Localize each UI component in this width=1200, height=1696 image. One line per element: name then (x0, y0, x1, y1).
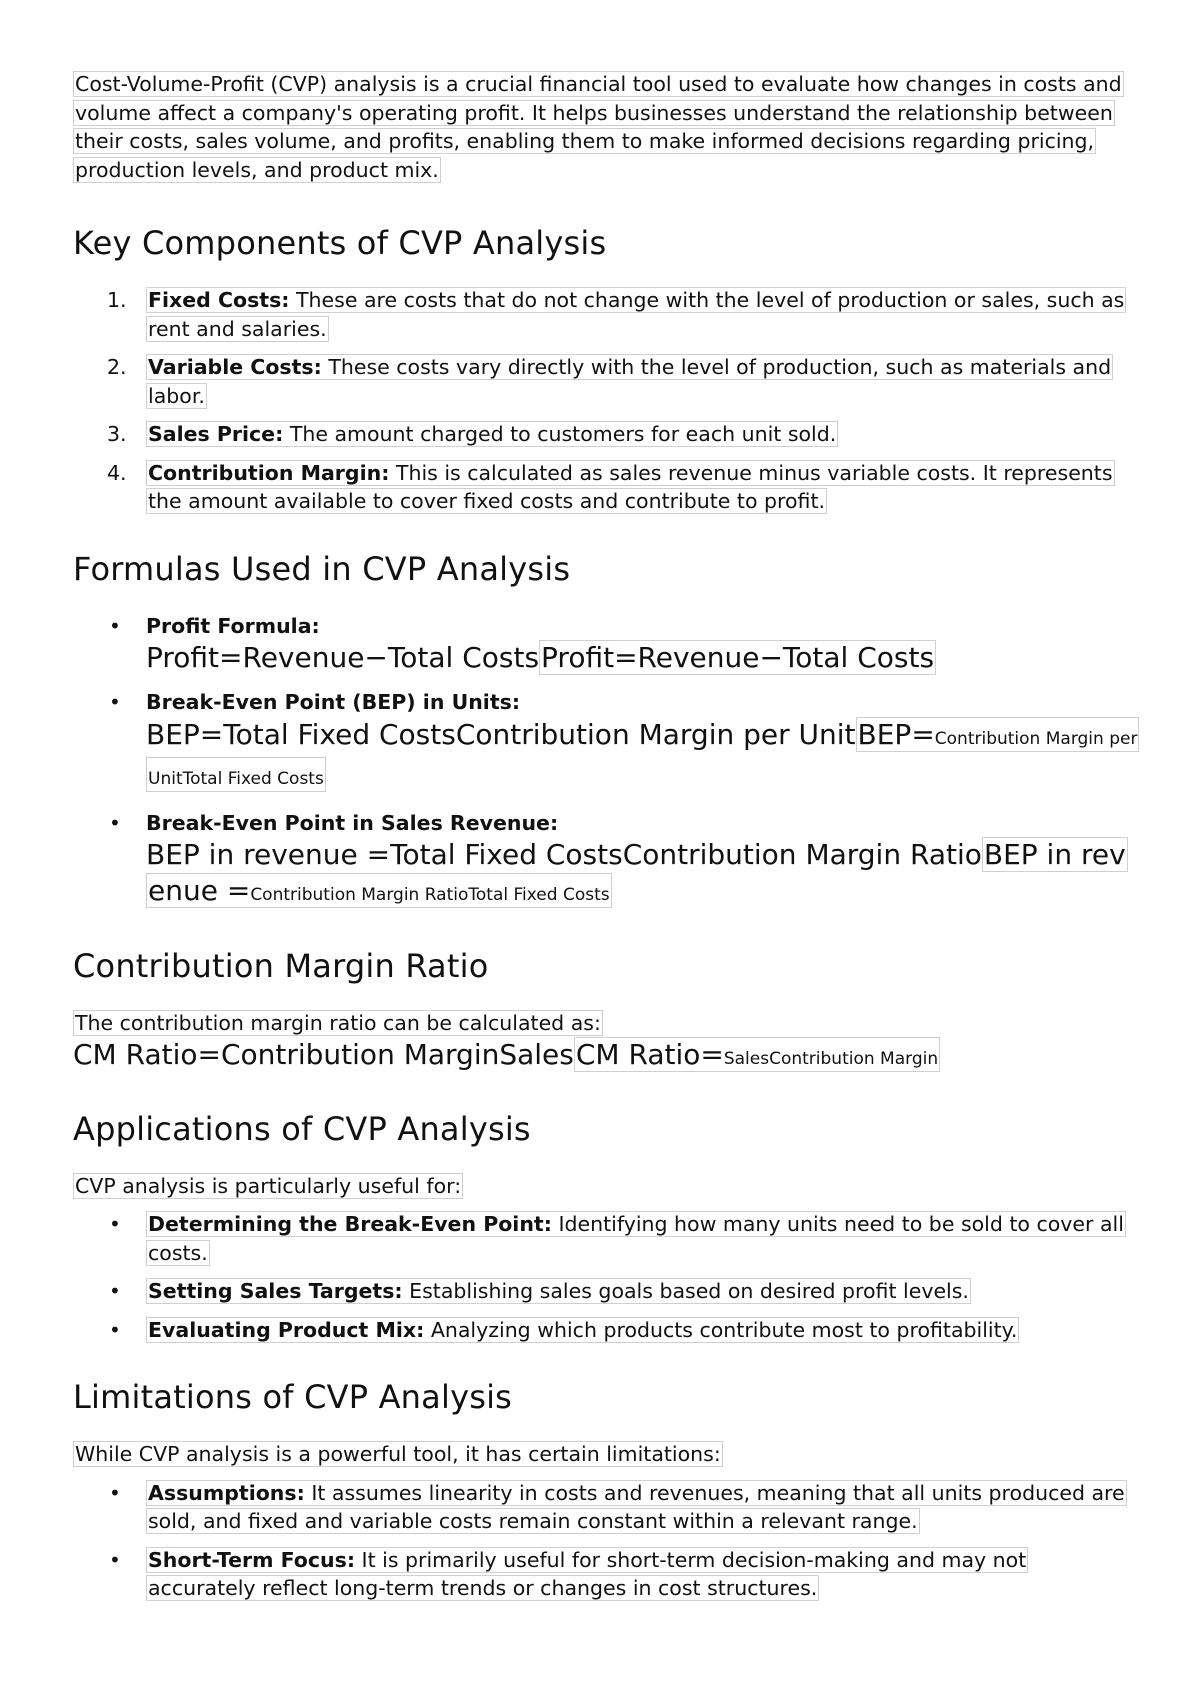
cm-ratio-heading: Contribution Margin Ratio (73, 947, 489, 985)
description: Establishing sales goals based on desired profit levels. (402, 1279, 969, 1303)
bullet-icon: • (109, 1279, 121, 1303)
applications-intro-text: CVP analysis is particularly useful for: (75, 1173, 462, 1198)
description: It assumes linearity in costs and revenues, meaning that all units produced are sold, and fixed and variable costs remain constant within a relevant range. (148, 1480, 1125, 1533)
description: Analyzing which products contribute most to profitability. (424, 1317, 1018, 1342)
components-heading: Key Components of CVP Analysis (73, 224, 607, 262)
intro-paragraph (73, 70, 1138, 184)
description: It is primarily useful for short-term decision-making and may not accurately reflect long-term trends or changes in cost structures. (148, 1547, 1027, 1600)
list-item (73, 420, 1138, 449)
list-item (73, 1546, 1138, 1603)
formula-linear: BEP=Total Fixed CostsContribution Margin per Unit (146, 717, 856, 751)
formula-rendered (574, 1037, 940, 1072)
limitations-list (73, 1479, 1138, 1603)
bullet-icon: • (109, 1480, 121, 1505)
formula-item-bep-revenue (73, 809, 1138, 914)
list-item-text (146, 1547, 1028, 1602)
applications-list (73, 1210, 1138, 1344)
formula-linear: BEP in revenue =Total Fixed CostsContribution Margin Ratio (146, 838, 982, 871)
formula-rendered: Profit=Revenue−Total Costs (541, 641, 935, 674)
formula-item-bep-units (73, 688, 1138, 797)
formula-cm-ratio (73, 1038, 1138, 1076)
description: These costs vary directly with the level of production, such as materials and labor. (148, 355, 1112, 408)
formula-profit (146, 640, 1138, 676)
term: Setting Sales Targets: (148, 1279, 403, 1303)
bullet-icon: • (109, 1317, 121, 1342)
bullet-icon: • (109, 810, 121, 835)
formula-label: Break-Even Point in Sales Revenue: (146, 810, 559, 835)
formula-label: Profit Formula: (146, 613, 320, 638)
list-item-text (146, 1211, 1126, 1266)
limitations-intro (73, 1440, 1138, 1469)
list-item (73, 459, 1138, 516)
term: Contribution Margin: (148, 460, 390, 485)
limitations-intro-text: While CVP analysis is a powerful tool, it has certain limitations: (75, 1442, 721, 1466)
list-item-text (146, 421, 838, 447)
list-item-text (146, 287, 1126, 342)
formula-rendered-lhs: CM Ratio= (575, 1037, 724, 1071)
description: This is calculated as sales revenue minus variable costs. It represents the amount available to cover fixed costs and contribute to profit. (148, 460, 1113, 513)
document-page (73, 70, 1138, 1603)
list-number: 2. (107, 355, 127, 379)
list-item-text (146, 1278, 971, 1304)
term: Determining the Break-Even Point: (148, 1212, 552, 1236)
list-item (73, 286, 1138, 343)
formula-rendered-lhs: BEP= (857, 717, 935, 751)
formula-bep-revenue (146, 837, 1138, 913)
formula-bep-units (146, 717, 1138, 797)
list-item-text (146, 354, 1113, 409)
bullet-icon: • (109, 690, 121, 714)
cm-ratio-intro-text: The contribution margin ratio can be calculated as: (75, 1011, 601, 1035)
applications-intro (73, 1172, 1138, 1201)
list-item (73, 1316, 1138, 1345)
list-item (73, 1210, 1138, 1267)
formula-rendered-fraction: Contribution Margin RatioTotal Fixed Costs (250, 885, 610, 905)
list-item-text (146, 460, 1115, 515)
term: Sales Price: (148, 422, 284, 446)
list-item-text (146, 1480, 1127, 1535)
list-item-text (146, 1317, 1019, 1343)
bullet-icon: • (109, 1547, 121, 1572)
description: These are costs that do not change with the level of production or sales, such as rent and salaries. (148, 288, 1125, 341)
applications-heading: Applications of CVP Analysis (73, 1109, 531, 1148)
list-number: 3. (107, 422, 127, 446)
list-number: 4. (107, 460, 127, 485)
formulas-heading: Formulas Used in CVP Analysis (73, 549, 571, 588)
term: Evaluating Product Mix: (148, 1317, 425, 1342)
intro-text: Cost-Volume-Profit (CVP) analysis is a crucial financial tool used to evaluate how changes in costs and volume affect a company's operating profit. It helps businesses understand the relationship between their costs, sales volume, and profits, enabling them to make informed decisions regarding pricing, production levels, and product mix. (75, 72, 1122, 182)
cm-ratio-intro (73, 1009, 1138, 1038)
limitations-heading: Limitations of CVP Analysis (73, 1378, 513, 1416)
term: Short-Term Focus: (148, 1547, 356, 1572)
bullet-icon: • (109, 613, 121, 638)
formula-rendered-fraction: Contribution Margin per UnitTotal Fixed Costs (148, 728, 1138, 789)
description: Identifying how many units need to be sold to cover all costs. (148, 1212, 1124, 1265)
list-number: 1. (107, 288, 127, 312)
components-list (73, 286, 1138, 516)
term: Fixed Costs: (148, 288, 290, 312)
list-item (73, 1277, 1138, 1306)
list-item (73, 1479, 1138, 1536)
list-item (73, 353, 1138, 410)
cm-ratio-block (73, 1009, 1138, 1076)
formula-item-profit (73, 612, 1138, 677)
bullet-icon: • (109, 1212, 121, 1236)
formula-linear: CM Ratio=Contribution MarginSales (73, 1037, 574, 1071)
term: Variable Costs: (148, 355, 322, 379)
description: The amount charged to customers for each unit sold. (283, 422, 837, 446)
formula-rendered-lhs: BEP in revenue = (148, 838, 1126, 907)
formulas-list (73, 612, 1138, 914)
formula-rendered-fraction: SalesContribution Margin (723, 1048, 939, 1069)
term: Assumptions: (148, 1480, 305, 1505)
formula-linear: Profit=Revenue−Total Costs (146, 641, 540, 674)
formula-label: Break-Even Point (BEP) in Units: (146, 690, 521, 714)
